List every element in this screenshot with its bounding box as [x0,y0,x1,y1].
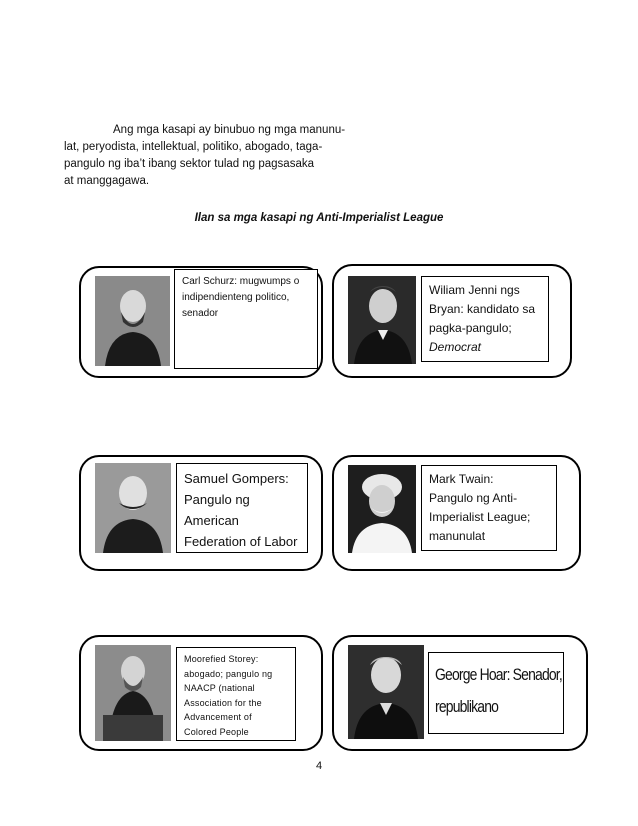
caption-line: republikano [435,697,499,716]
caption-line: Samuel Gompers: [184,471,289,486]
caption-samuel-gompers [176,463,308,553]
intro-line: at manggagawa. [64,175,150,187]
caption-line: Advancement of [184,712,252,722]
caption-line: NAACP (national [184,683,255,693]
page-number: 4 [315,760,323,772]
portrait-photo-moorefield-storey [95,645,171,741]
section-heading: Ilan sa mga kasapi ng Anti-Imperialist League [194,212,444,224]
caption-line: manunulat [429,529,486,543]
portrait-photo-george-hoar [348,645,424,739]
caption-william-jennings-bryan [421,276,549,362]
portrait-photo-mark-twain [348,465,416,553]
caption-line: Federation of Labor [184,534,298,549]
caption-george-hoar [428,652,564,734]
caption-line: Colored People [184,726,249,737]
caption-line: George Hoar: Senador, [435,665,562,684]
caption-line: Bryan: kandidato sa [429,302,536,316]
portrait-photo-samuel-gompers [95,463,171,553]
caption-moorefield-storey [176,647,296,741]
intro-line: Ang mga kasapi ay binubuo ng mga manunu- [113,124,346,136]
portrait-photo-carl-schurz [95,276,170,366]
intro-line: pangulo ng iba’t ibang sektor tulad ng pagsasaka [64,158,314,170]
caption-line: senador [182,308,219,319]
intro-line: lat, peryodista, intellektual, politiko, abogado, taga- [64,141,323,153]
caption-carl-schurz [174,269,318,369]
caption-line: American [184,513,239,528]
caption-line: Carl Schurz: mugwumps o [182,276,300,287]
caption-line: Mark Twain: [429,472,494,486]
caption-line: Democrat [429,340,482,354]
caption-line: abogado; pangulo ng [184,668,273,679]
caption-line: Imperialist League; [429,510,531,524]
caption-line: indipendienteng politico, [182,292,290,303]
intro-paragraph [64,122,364,190]
caption-line: pagka-pangulo; [429,321,512,335]
caption-line: Wiliam Jenni ngs [429,283,520,297]
caption-line: Pangulo ng [184,492,250,507]
caption-line: Moorefied Storey: [184,654,259,664]
portrait-photo-william-jennings-bryan [348,276,416,364]
caption-line: Pangulo ng Anti- [429,491,518,505]
caption-mark-twain [421,465,557,551]
caption-line: Association for the [184,697,262,708]
